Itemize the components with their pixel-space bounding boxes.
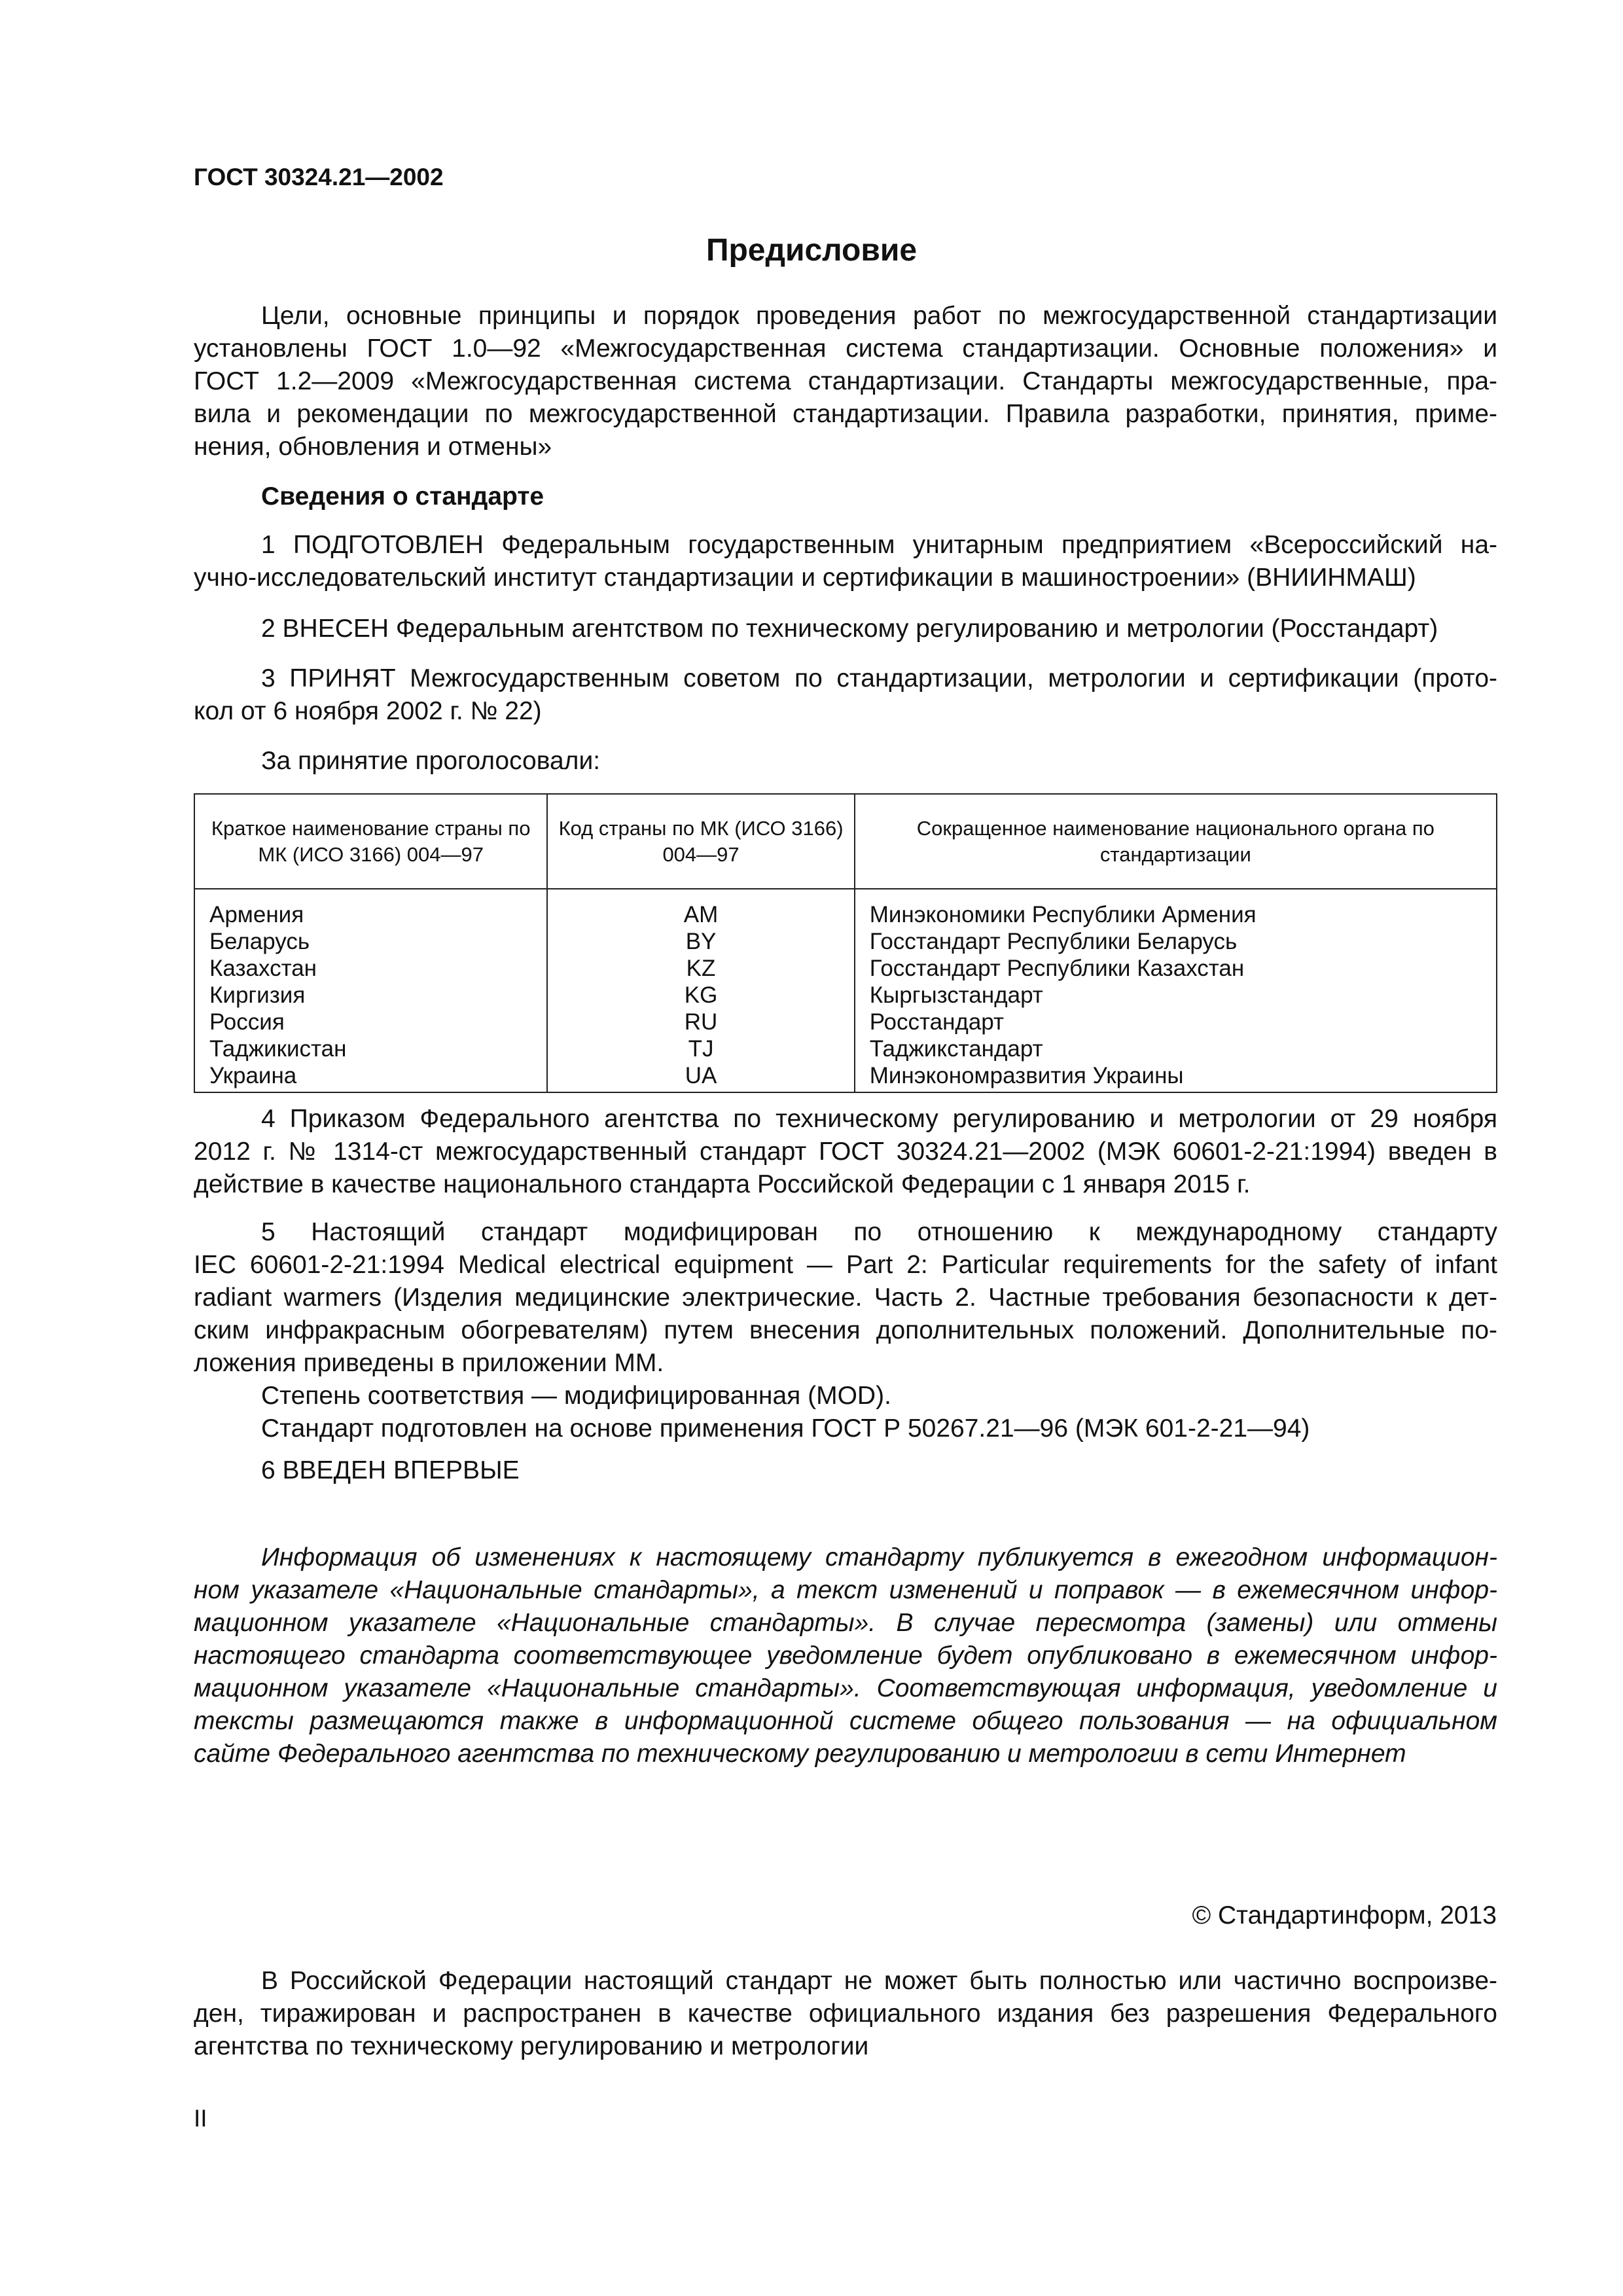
country-code: AM — [683, 902, 719, 927]
text-line: мационном указателе «Национальные стандарты». Соответствующая информация, уведомление и — [194, 1674, 1497, 1702]
national-body-name: Кыргызстандарт — [869, 982, 1043, 1008]
document-code: ГОСТ 30324.21—2002 — [194, 164, 444, 190]
national-body-name: Таджикстандарт — [869, 1036, 1043, 1062]
national-body-name: Госстандарт Республики Беларусь — [869, 929, 1238, 954]
country-code-column — [547, 889, 854, 1092]
text-line: Информация об изменениях к настоящему стандарту публикуется в ежегодном информацион- — [261, 1543, 1497, 1571]
country-name-column — [194, 889, 547, 1092]
text-line: 5 Настоящий стандарт модифицирован по отношению к международному стандарту — [261, 1218, 1497, 1246]
text-line: вила и рекомендации по межгосударственной стандартизации. Правила разработки, принятия, приме- — [194, 400, 1497, 428]
country-code: TJ — [688, 1036, 714, 1062]
text-line: ГОСТ 1.2—2009 «Межгосударственная система стандартизации. Стандарты межгосударственные, пра- — [194, 367, 1497, 395]
country-name: Беларусь — [209, 929, 310, 954]
country-code: UA — [685, 1063, 717, 1088]
item-3-paragraph — [194, 662, 1497, 728]
text-line: нения, обновления и отмены» — [194, 433, 552, 461]
item-6-paragraph: 6 ВВЕДЕН ВПЕРВЫЕ — [261, 1456, 520, 1484]
text-line: IEC 60601-2-21:1994 Medical electrical equipment — Part 2: Particular requirements for the safety of infant — [194, 1251, 1497, 1279]
item-2-paragraph: 2 ВНЕСЕН Федеральным агентством по техническому регулированию и метрологии (Росстандарт) — [261, 615, 1438, 643]
text-line: настоящего стандарта соответствующее уведомление будет опубликовано в ежемесячном инфор- — [194, 1641, 1497, 1670]
text-line: radiant warmers (Изделия медицинские электрические. Часть 2. Частные требования безопасности к дет- — [194, 1283, 1497, 1312]
page-title: Предисловие — [705, 233, 918, 268]
header-country-code: Код страны по МК (ИСО 3166) 004—97 — [547, 794, 854, 889]
national-body-name: Росстандарт — [869, 1009, 1005, 1035]
country-code: KZ — [686, 956, 716, 981]
text-line: кол от 6 ноября 2002 г. № 22) — [194, 697, 542, 725]
country-name: Армения — [209, 902, 304, 927]
text-line: сайте Федерального агентства по техническому регулированию и метрологии в сети Интернет — [194, 1740, 1406, 1768]
item-5-paragraph — [194, 1216, 1497, 1445]
intro-paragraph — [194, 300, 1497, 463]
text-line: установлены ГОСТ 1.0—92 «Межгосударственная система стандартизации. Основные положения» и — [194, 334, 1497, 363]
country-name: Украина — [209, 1063, 297, 1088]
table-header-row — [194, 794, 1497, 889]
country-code: KG — [684, 982, 718, 1008]
basis-statement: Стандарт подготовлен на основе применения ГОСТ Р 50267.21—96 (МЭК 601-2-21—94) — [261, 1414, 1310, 1443]
voting-label: За принятие проголосовали: — [261, 747, 601, 775]
country-name: Казахстан — [209, 956, 317, 981]
text-line: ским инфракрасным обогревателям) путем внесения дополнительных положений. Дополнительные по- — [194, 1316, 1497, 1344]
country-name: Киргизия — [209, 982, 306, 1008]
text-line: ден, тиражирован и распространен в качестве официального издания без разрешения Федерального — [194, 2000, 1497, 2028]
text-line: 3 ПРИНЯТ Межгосударственным советом по стандартизации, метрологии и сертификации (прото- — [261, 664, 1497, 692]
text-line: Цели, основные принципы и порядок проведения работ по межгосударственной стандартизации — [261, 302, 1497, 330]
country-name: Россия — [209, 1009, 285, 1035]
reproduction-restriction — [194, 1965, 1497, 2063]
section-heading: Сведения о стандарте — [261, 482, 544, 511]
text-line: 2012 г. № 1314-ст межгосударственный стандарт ГОСТ 30324.21—2002 (МЭК 60601-2-21:1994) введен в — [194, 1138, 1497, 1166]
text-line: ном указателе «Национальные стандарты», а текст изменений и поправок — в ежемесячном инфор- — [194, 1576, 1497, 1604]
text-line: агентства по техническому регулированию и метрологии — [194, 2032, 869, 2060]
text-line: 4 Приказом Федерального агентства по техническому регулированию и метрологии от 29 ноября — [261, 1105, 1497, 1133]
copyright-notice: © Стандартинформ, 2013 — [1192, 1901, 1497, 1929]
changes-notice — [194, 1541, 1497, 1770]
item-1-paragraph — [194, 529, 1497, 594]
country-name: Таджикистан — [209, 1036, 347, 1062]
item-4-paragraph — [194, 1103, 1497, 1201]
country-code: BY — [685, 929, 717, 954]
page-number: II — [194, 2105, 207, 2132]
national-body-column — [855, 889, 1497, 1092]
table-body-row — [194, 889, 1497, 1092]
country-code: RU — [684, 1009, 718, 1035]
header-country-name: Краткое наименование страны по МК (ИСО 3166) 004—97 — [194, 794, 547, 889]
text-line: ложения приведены в приложении ММ. — [194, 1349, 664, 1377]
header-national-body: Сокращенное наименование национального органа по стандартизации — [855, 794, 1497, 889]
national-body-name: Минэкономразвития Украины — [869, 1063, 1184, 1088]
text-line: учно-исследовательский институт стандартизации и сертификации в машиностроении» (ВНИИНМАШ) — [194, 564, 1416, 592]
text-line: мационном указателе «Национальные стандарты». В случае пересмотра (замены) или отмены — [194, 1609, 1497, 1637]
text-line: действие в качестве национального стандарта Российской Федерации с 1 января 2015 г. — [194, 1170, 1251, 1198]
national-body-name: Минэкономики Республики Армения — [869, 902, 1257, 927]
compliance-degree: Степень соответствия — модифицированная (MOD). — [261, 1382, 891, 1410]
voting-table — [194, 793, 1497, 1093]
text-line: тексты размещаются также в информационной системе общего пользования — на официальном — [194, 1707, 1497, 1735]
national-body-name: Госстандарт Республики Казахстан — [869, 956, 1245, 981]
text-line: 1 ПОДГОТОВЛЕН Федеральным государственным унитарным предприятием «Всероссийский на- — [261, 531, 1497, 559]
text-line: В Российской Федерации настоящий стандарт не может быть полностью или частично воспроизве- — [261, 1967, 1497, 1995]
